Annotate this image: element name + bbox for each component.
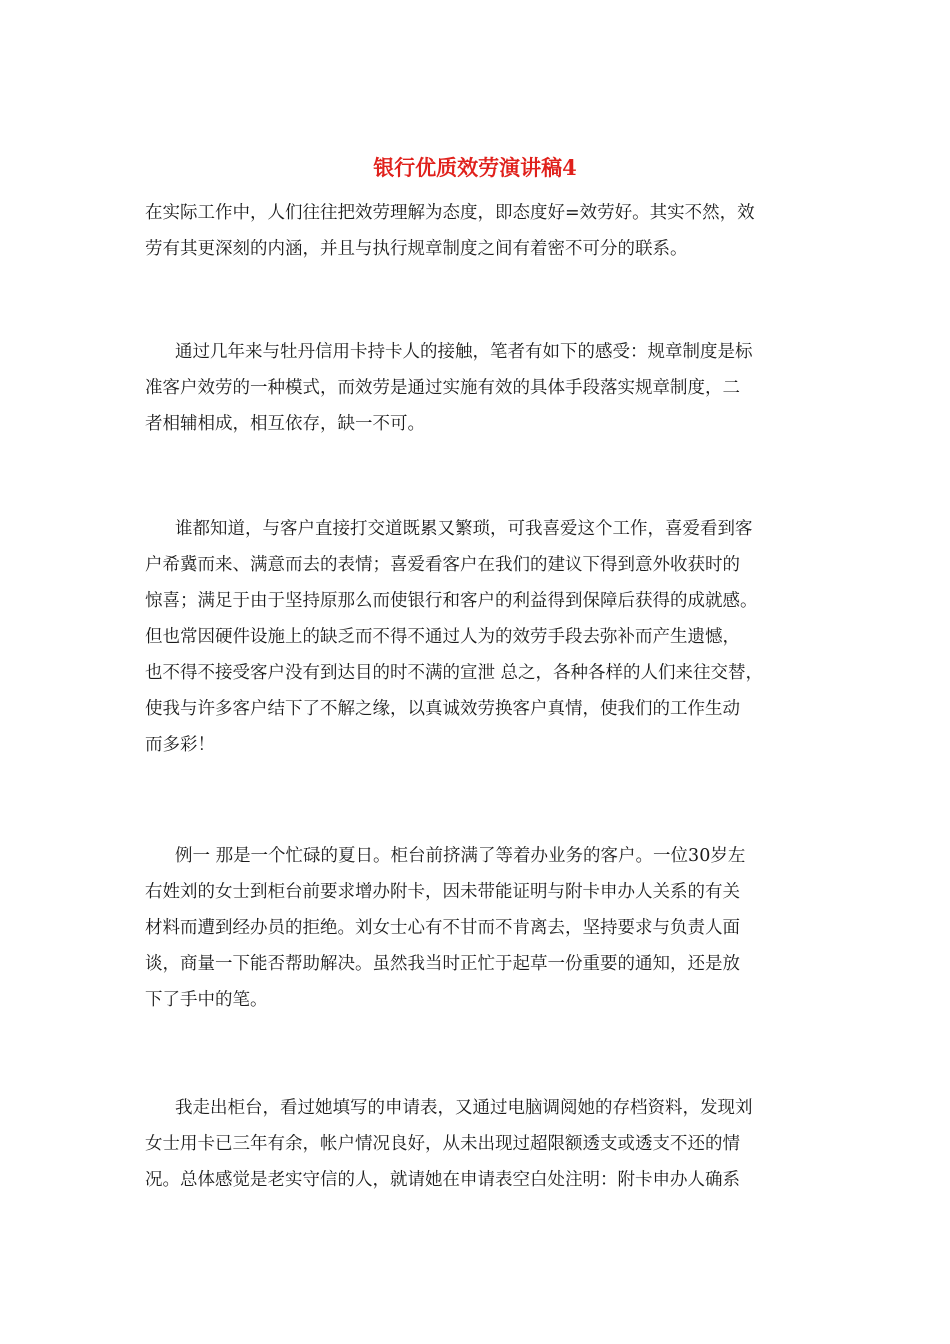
paragraph-line: 惊喜；满足于由于坚持原那么而使银行和客户的利益得到保障后获得的成就感。	[145, 591, 758, 611]
paragraph-line: 女士用卡已三年有余，帐户情况良好，从未出现过超限额透支或透支不还的情	[145, 1134, 740, 1154]
paragraph-line: 谈，商量一下能否帮助解决。虽然我当时正忙于起草一份重要的通知，还是放	[145, 954, 740, 974]
paragraph-line: 户希冀而来、满意而去的表情；喜爱看客户在我们的建议下得到意外收获时的	[145, 555, 740, 575]
paragraph-line: 材料而遭到经办员的拒绝。刘女士心有不甘而不肯离去，坚持要求与负责人面	[145, 918, 740, 938]
paragraph-4	[145, 838, 825, 1018]
paragraph-line: 也不得不接受客户没有到达目的时不满的宣泄 总之，各种各样的人们来往交替，	[145, 663, 764, 683]
paragraph-5	[145, 1090, 825, 1198]
paragraph-line: 例一 那是一个忙碌的夏日。柜台前挤满了等着办业务的客户。一位30岁左	[175, 846, 746, 866]
paragraph-line: 劳有其更深刻的内涵，并且与执行规章制度之间有着密不可分的联系。	[145, 239, 688, 259]
paragraph-2	[145, 334, 825, 442]
document-title: 银行优质效劳演讲稿4	[373, 155, 577, 180]
paragraph-3	[145, 511, 825, 763]
paragraph-line: 而多彩！	[145, 735, 215, 755]
paragraph-line: 准客户效劳的一种模式，而效劳是通过实施有效的具体手段落实规章制度，二	[145, 378, 740, 398]
paragraph-line: 通过几年来与牡丹信用卡持卡人的接触，笔者有如下的感受：规章制度是标	[175, 342, 753, 362]
paragraph-line: 下了手中的笔。	[145, 990, 268, 1010]
paragraph-line: 况。总体感觉是老实守信的人，就请她在申请表空白处注明：附卡申办人确系	[145, 1170, 740, 1190]
paragraph-line: 谁都知道，与客户直接打交道既累又繁琐，可我喜爱这个工作，喜爱看到客	[175, 519, 753, 539]
paragraph-line: 者相辅相成，相互依存，缺一不可。	[145, 414, 425, 434]
paragraph-line: 在实际工作中，人们往往把效劳理解为态度，即态度好=效劳好。其实不然，效	[145, 203, 755, 223]
paragraph-1	[145, 195, 825, 267]
paragraph-line: 使我与许多客户结下了不解之缘，以真诚效劳换客户真情，使我们的工作生动	[145, 699, 740, 719]
paragraph-line: 但也常因硬件设施上的缺乏而不得不通过人为的效劳手段去弥补而产生遗憾，	[145, 627, 740, 647]
paragraph-line: 右姓刘的女士到柜台前要求增办附卡，因未带能证明与附卡申办人关系的有关	[145, 882, 740, 902]
paragraph-line: 我走出柜台，看过她填写的申请表，又通过电脑调阅她的存档资料，发现刘	[175, 1098, 753, 1118]
